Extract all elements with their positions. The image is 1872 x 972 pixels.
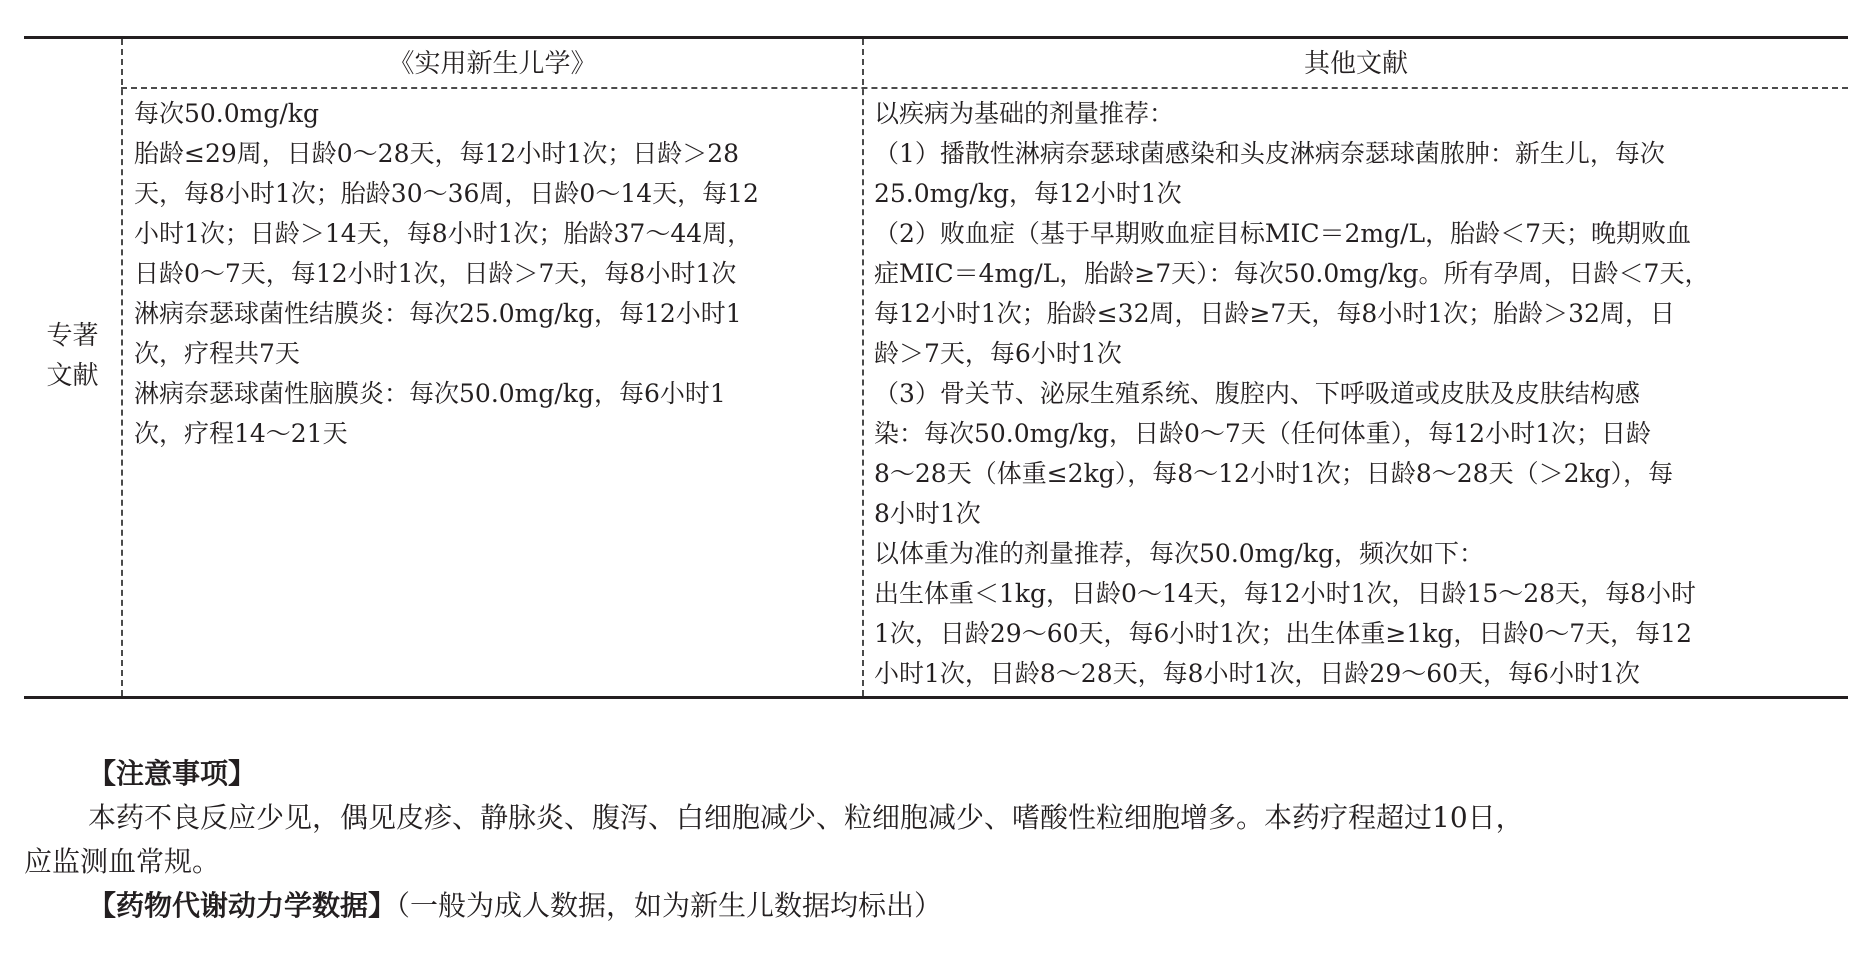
cell-line: 8～28天（体重≤2kg），每8～12小时1次；日龄8～28天（＞2kg），每	[874, 459, 1674, 488]
cell-line: 8小时1次	[874, 499, 981, 528]
cell-line: 25.0mg/kg，每12小时1次	[874, 179, 1182, 208]
cell-line: 淋病奈瑟球菌性脑膜炎：每次50.0mg/kg，每6小时1	[134, 379, 726, 408]
notes-section	[24, 752, 1524, 928]
cell-line: 龄＞7天，每6小时1次	[874, 339, 1122, 368]
left-cell-dosage	[134, 94, 854, 454]
cell-line: 每次50.0mg/kg	[134, 99, 319, 128]
precautions-heading: 【注意事项】	[88, 757, 257, 790]
cell-line: 次，疗程共7天	[134, 339, 300, 368]
cell-line: 次，疗程14～21天	[134, 419, 348, 448]
cell-line: 症MIC＝4mg/L，胎龄≥7天）：每次50.0mg/kg。所有孕周，日龄＜7天，	[874, 259, 1710, 288]
cell-line: 天，每8小时1次；胎龄30～36周，日龄0～14天，每12	[134, 179, 759, 208]
precautions-text: 本药不良反应少见，偶见皮疹、静脉炎、腹泻、白细胞减少、粒细胞减少、嗜酸性粒细胞增多。本药疗程超过10日，	[88, 801, 1524, 834]
cell-line: 日龄0～7天，每12小时1次，日龄＞7天，每8小时1次	[134, 259, 737, 288]
dosage-table	[24, 36, 1848, 699]
cell-line: 以体重为准的剂量推荐，每次50.0mg/kg，频次如下：	[874, 539, 1484, 568]
header-practical-neonatology: 《实用新生儿学》	[388, 49, 597, 79]
right-cell-dosage	[874, 94, 1844, 694]
cell-line: （3）骨关节、泌尿生殖系统、腹腔内、下呼吸道或皮肤及皮肤结构感	[874, 379, 1640, 408]
cell-line: 每12小时1次；胎龄≤32周，日龄≥7天，每8小时1次；胎龄＞32周，日	[874, 299, 1675, 328]
column-divider	[862, 39, 864, 696]
cell-line: 1次，日龄29～60天，每6小时1次；出生体重≥1kg，日龄0～7天，每12	[874, 619, 1692, 648]
cell-line: 胎龄≤29周，日龄0～28天，每12小时1次；日龄＞28	[134, 139, 740, 168]
column-divider	[121, 39, 123, 696]
pk-heading: 【药物代谢动力学数据】	[88, 889, 397, 922]
cell-line: 染：每次50.0mg/kg，日龄0～7天（任何体重），每12小时1次；日龄	[874, 419, 1651, 448]
cell-line: 淋病奈瑟球菌性结膜炎：每次25.0mg/kg，每12小时1	[134, 299, 742, 328]
precautions-text-cont: 应监测血常规。	[24, 845, 221, 878]
table-bottom-rule	[24, 696, 1848, 699]
cell-line: 小时1次；日龄＞14天，每8小时1次；胎龄37～44周，	[134, 219, 753, 248]
header-other-literature: 其他文献	[1303, 49, 1408, 79]
cell-line: （1）播散性淋病奈瑟球菌感染和头皮淋病奈瑟球菌脓肿：新生儿，每次	[874, 139, 1665, 168]
cell-line: 小时1次，日龄8～28天，每8小时1次，日龄29～60天，每6小时1次	[874, 659, 1640, 688]
cell-line: （2）败血症（基于早期败血症目标MIC＝2mg/L，胎龄＜7天；晚期败血	[874, 219, 1692, 248]
table-top-rule	[24, 36, 1848, 39]
pk-note: （一般为成人数据，如为新生儿数据均标出）	[396, 889, 943, 922]
cell-line: 出生体重＜1kg，日龄0～14天，每12小时1次，日龄15～28天，每8小时	[874, 579, 1697, 608]
cell-line: 以疾病为基础的剂量推荐：	[874, 99, 1175, 128]
pk-heading-line	[24, 884, 1524, 928]
row-label-monograph: 专著 文献	[46, 321, 99, 391]
